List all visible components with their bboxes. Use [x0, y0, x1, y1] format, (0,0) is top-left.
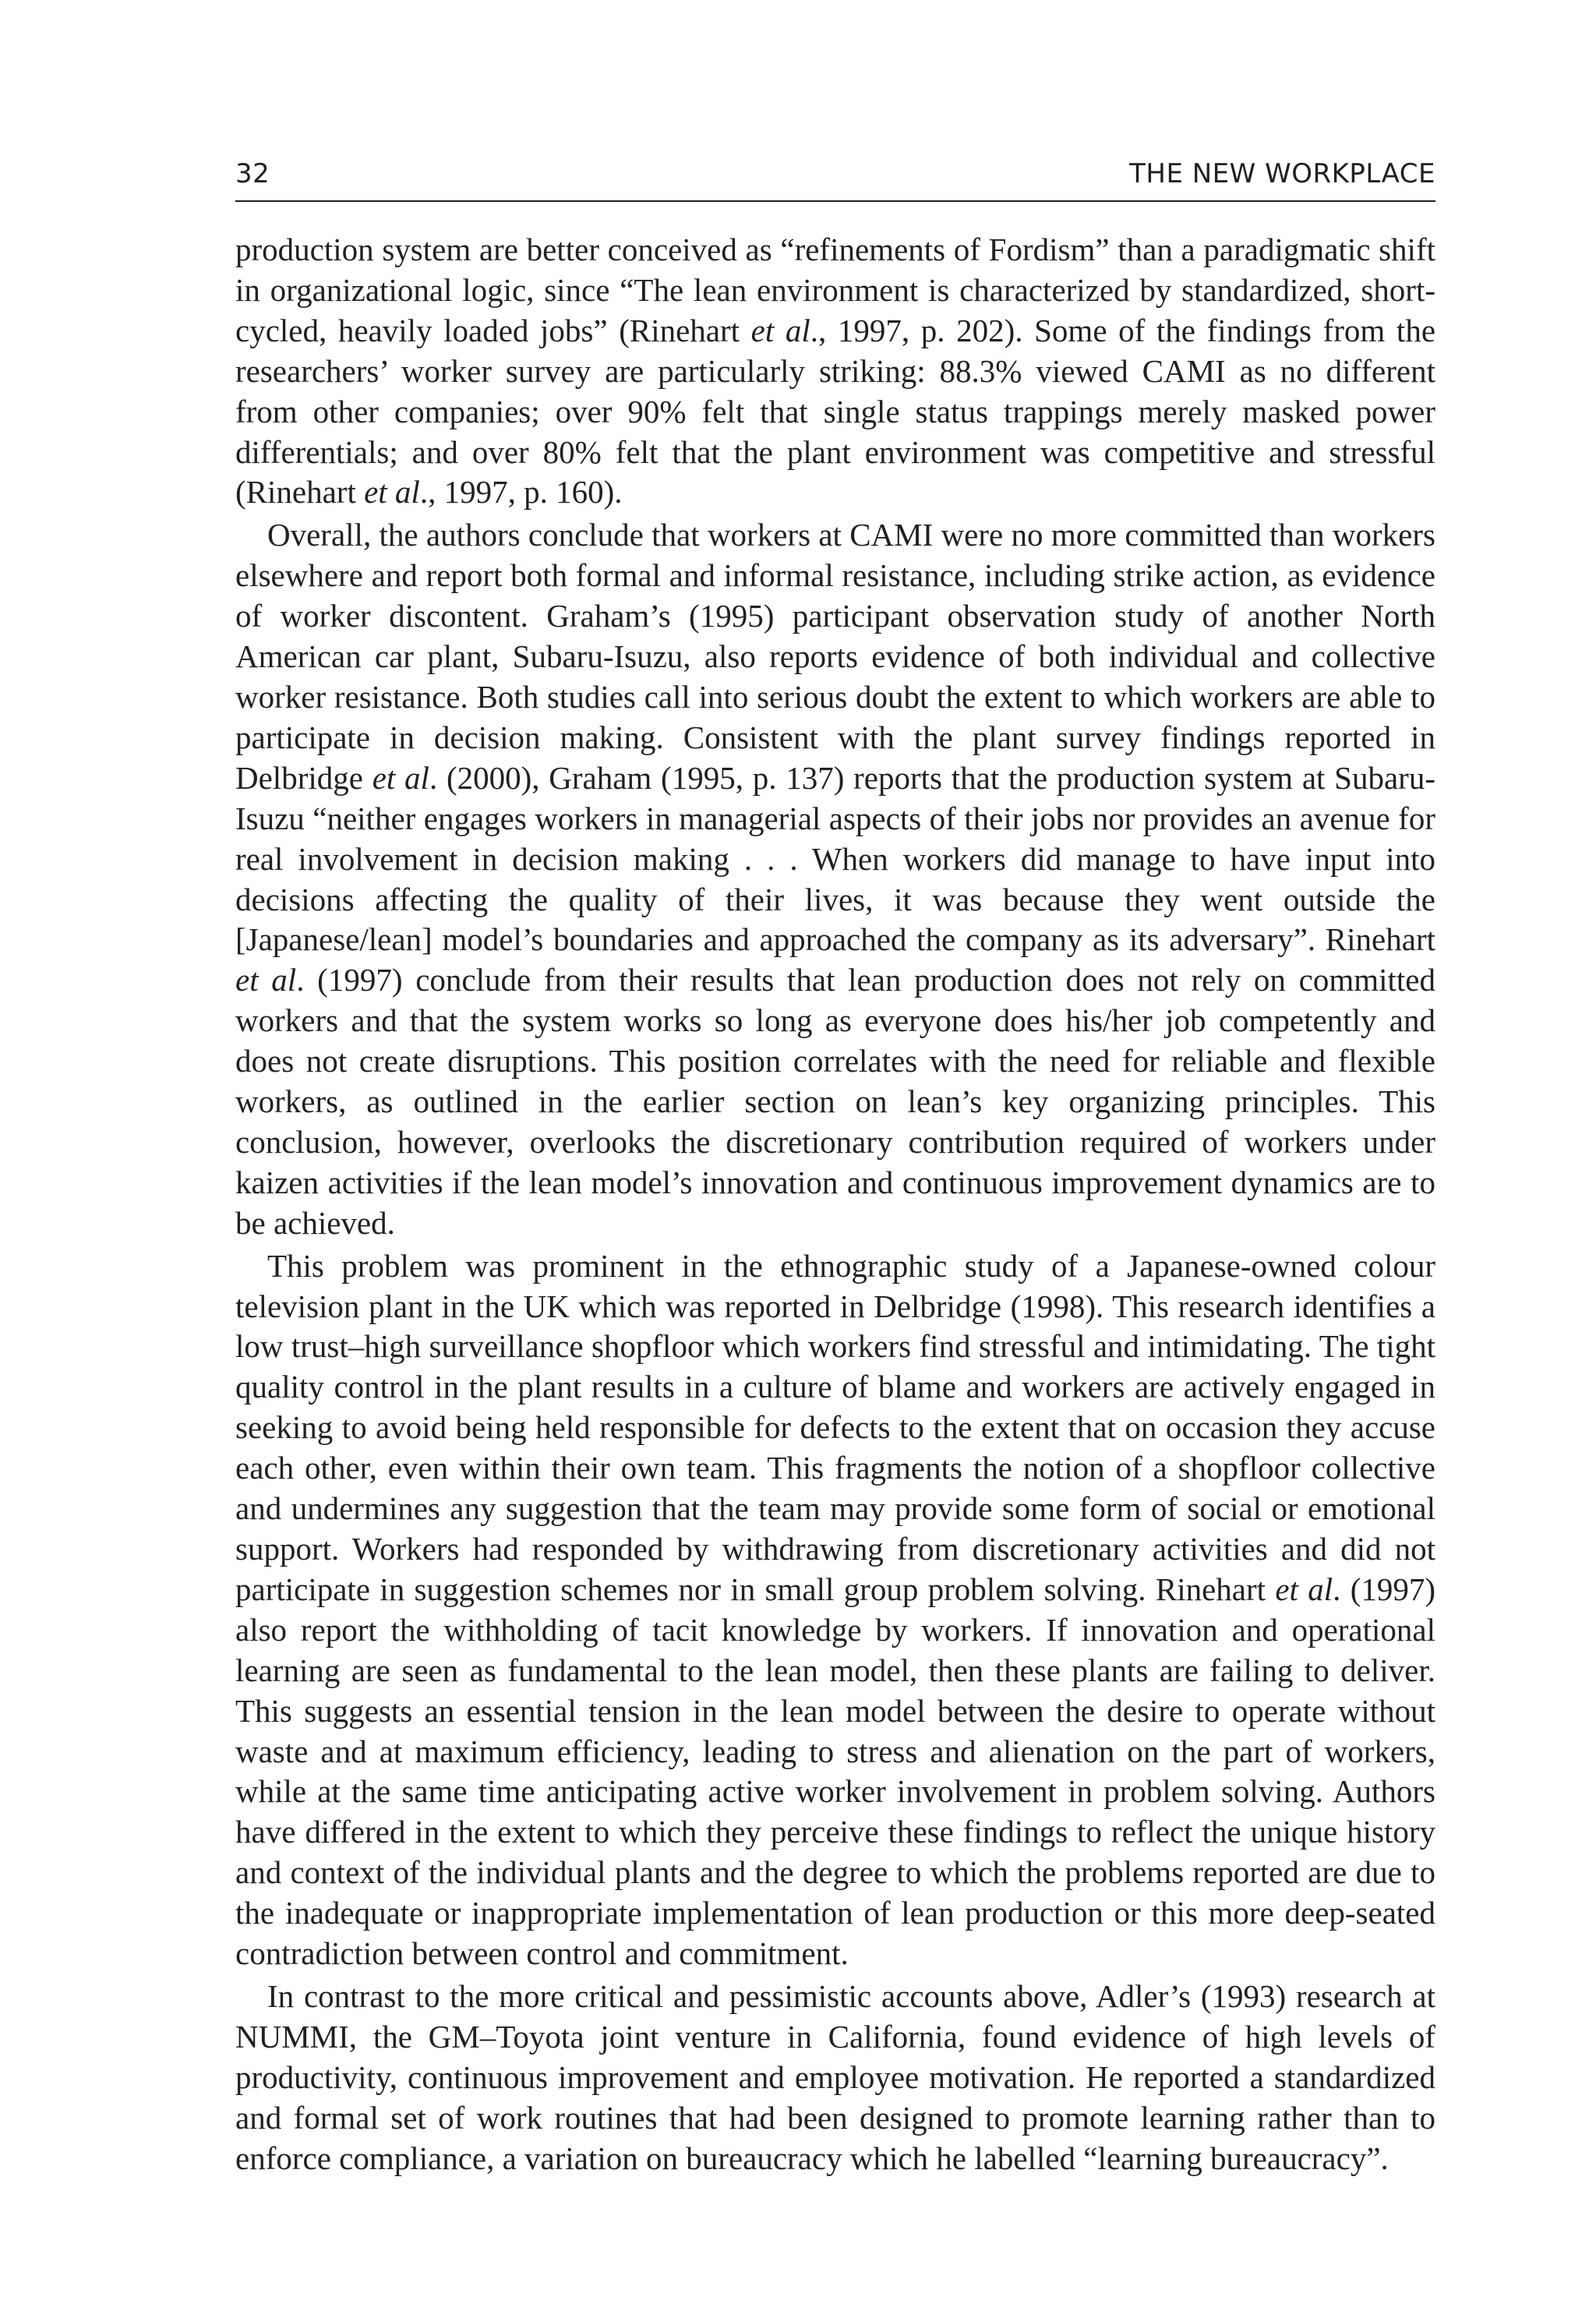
text-run: In contrast to the more critical and pessimistic accounts above, Adler’s (1993) research at NUMMI, the GM–Toyota joint venture in California, found evidence of high levels of productivity, continuous improvement and employee motivation. He reported a standardized and formal set of work routines that had been designed to promote learning rather than to enforce compliance, a variation on bureaucracy which he labelled “learning bureaucracy”.: [235, 1977, 1435, 2176]
text-run: . (1997) also report the withholding of tacit knowledge by workers. If innovation and operational learning are seen as fundamental to the lean model, then these plants are failing to deliver. This suggests an essential tension in the lean model between the desire to operate without waste and at maximum efficiency, leading to stress and alienation on the part of workers, while at the same time anticipating active worker involvement in problem solving. Authors have differed in the extent to which they perceive these findings to reflect the unique history and context of the individual plants and the degree to which the problems reported are due to the inadequate or inappropriate implementation of lean production or this more deep-seated contradiction between control and commitment.: [235, 1571, 1436, 1972]
italic-run: et al: [750, 312, 810, 348]
text-run: This problem was prominent in the ethnographic study of a Japanese-owned colour television plant in the UK which was reported in Delbridge (1998). This research identifies a low trust–high surveillance shopfloor which workers find stressful and intimidating. The tight quality control in the plant results in a culture of blame and workers are actively engaged in seeking to avoid being held responsible for defects to the extent that on occasion they accuse each other, even within their own team. This fragments the notion of a shopfloor collective and undermines any suggestion that the team may provide some form of social or emotional support. Workers had responded by withdrawing from discretionary activities and did not participate in suggestion schemes nor in small group problem solving. Rinehart: [235, 1247, 1435, 1607]
running-title: THE NEW WORKPLACE: [1129, 158, 1435, 189]
italic-run: et al: [364, 474, 420, 511]
page-number: 32: [235, 158, 270, 189]
italic-run: et al: [235, 962, 297, 998]
text-run: ., 1997, p. 160).: [419, 474, 623, 511]
text-run: Overall, the authors conclude that workers at CAMI were no more committed than workers elsewhere and report both formal and informal resistance, including strike action, as evidence of worker discontent. Graham’s (1995) participant observation study of another North American car plant, Subaru-Isuzu, also reports evidence of both individual and collective worker resistance. Both studies call into serious doubt the extent to which workers are able to participate in decision making. Consistent with the plant survey findings reported in Delbridge: [235, 517, 1435, 796]
italic-run: et al: [372, 759, 429, 796]
text-run: production system are better conceived as “refinements of Fordism” than a paradigmatic shift in organizational logic, since “The lean environment is characterized by standardized, short-cycled, heavily loaded jobs” (Rinehart: [235, 231, 1435, 348]
body-text: [235, 230, 1435, 2179]
paragraph-3: [235, 1246, 1435, 1974]
paragraph-1: [235, 230, 1435, 513]
text-run: . (1997) conclude from their results that lean production does not rely on committed workers and that the system works so long as everyone does his/her job competently and does not create disruptions. This position correlates with the need for reliable and flexible workers, as outlined in the earlier section on lean’s key organizing principles. This conclusion, however, overlooks the discretionary contribution required of workers under kaizen activities if the lean model’s innovation and continuous improvement dynamics are to be achieved.: [235, 962, 1435, 1241]
text-run: ., 1997, p. 202). Some of the findings from the researchers’ worker survey are particularly striking: 88.3% viewed CAMI as no different from other companies; over 90% felt that single status trappings merely masked power differentials; and over 80% felt that the plant environment was competitive and stressful (Rinehart: [235, 312, 1436, 511]
text-run: . (2000), Graham (1995, p. 137) reports that the production system at Subaru-Isuzu “neither engages workers in managerial aspects of their jobs nor provides an avenue for real involvement in decision making . . . When workers did manage to have input into decisions affecting the quality of their lives, it was because they went outside the [Japanese/lean] model’s boundaries and approached the company as its adversary”. Rinehart: [235, 759, 1435, 958]
paragraph-4: [235, 1977, 1435, 2179]
running-head: [235, 154, 1435, 202]
paragraph-2: [235, 515, 1435, 1243]
italic-run: et al: [1275, 1571, 1333, 1607]
